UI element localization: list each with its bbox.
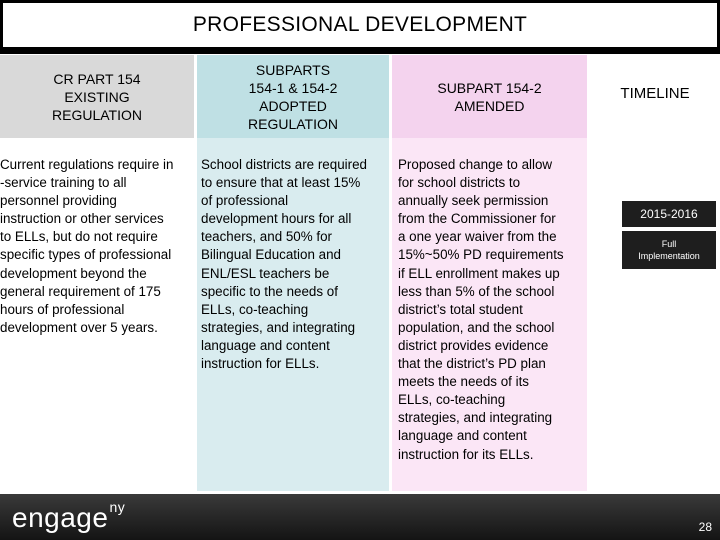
timeline-header: TIMELINE bbox=[620, 85, 690, 102]
footer-bar bbox=[0, 494, 720, 540]
logo-brand-text: engage bbox=[12, 502, 109, 533]
column-existing-regulation bbox=[0, 55, 194, 491]
column-body-existing: Current regulations require in -service training to all personnel providing instruction or other services to ELLs, but do not require specific types of professional development beyond the general requirement of 175 hours of professional development over 5 years. bbox=[0, 157, 174, 335]
column-header-amended-text: SUBPART 154-2 AMENDED bbox=[437, 79, 542, 114]
column-header-adopted bbox=[197, 55, 389, 138]
page-number: 28 bbox=[698, 520, 712, 534]
column-body-adopted: School districts are required to ensure that at least 15% of professional development hours for all teachers, and 50% for Bilingual Education and ENL/ESL teachers be specific to the needs of ELLs, co-teaching strategies, and integrating language and content instruction for ELLs. bbox=[201, 157, 367, 372]
engageny-logo bbox=[12, 499, 125, 534]
logo-superscript-text: ny bbox=[109, 499, 126, 515]
column-header-existing-text: CR PART 154 EXISTING REGULATION bbox=[52, 70, 142, 123]
column-header-existing bbox=[0, 55, 194, 138]
timeline-status-badge: Full Implementation bbox=[622, 231, 716, 269]
column-timeline bbox=[590, 55, 720, 491]
column-header-amended bbox=[392, 55, 587, 138]
slide-title: PROFESSIONAL DEVELOPMENT bbox=[3, 3, 717, 47]
column-header-adopted-text: SUBPARTS 154-1 & 154-2 ADOPTED REGULATION bbox=[248, 61, 338, 132]
column-adopted-regulation bbox=[197, 55, 389, 491]
title-bar bbox=[0, 0, 720, 54]
column-amended-regulation bbox=[392, 55, 587, 491]
timeline-year-badge: 2015-2016 bbox=[622, 201, 716, 227]
column-body-amended: Proposed change to allow for school districts to annually seek permission from the Commissioner for a one year waiver from the 15%~50% PD requirements if ELL enrollment makes up less than 5% of the school district’s total student population, and the school district provides evidence that the district’s PD plan meets the needs of its ELLs, co-teaching strategies, and integrating language and content instruction for its ELLs. bbox=[398, 157, 564, 462]
